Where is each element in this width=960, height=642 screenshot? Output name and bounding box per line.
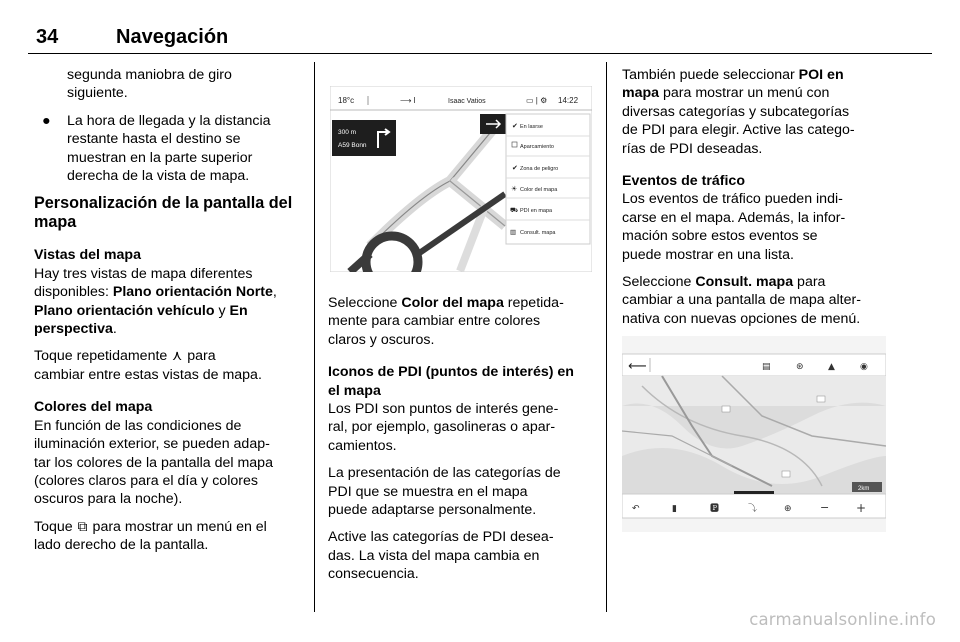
turn-instruction-box: [332, 120, 396, 156]
clock-text: 14:22: [558, 96, 579, 105]
subheading-map-colors: Colores del mapa: [34, 399, 153, 416]
fuel-icon[interactable]: ▮: [672, 504, 677, 514]
paragraph-consult-map: Seleccione Consult. mapa para cambiar a una pantalla de mapa alter- nativa con nuevas opciones de menú.: [622, 274, 861, 327]
column-divider-1: [314, 62, 315, 612]
page-number: 34: [36, 26, 59, 48]
menu-item-3[interactable]: Zona de peligro: [520, 166, 559, 172]
section-title: Navegación: [116, 26, 229, 48]
temperature-text: 18°c: [338, 96, 355, 105]
paragraph-poi-icons: Iconos de PDI (puntos de interés) en el mapa Los PDI son puntos de interés gene- ral, por ejemplo, gasolineras o apar- camientos.: [328, 364, 574, 454]
north-icon[interactable]: ▲: [828, 362, 835, 372]
settings-icon[interactable]: ◉: [860, 362, 868, 372]
traffic-icon[interactable]: ⊛: [796, 362, 804, 372]
bullet-item: ● La hora de llegada y la distancia restante hasta el destino se muestran en la parte superior derecha de la vista de mapa.: [42, 112, 271, 185]
paragraph-color-select: Seleccione Color del mapa repetida- mente para cambiar entre colores claros y oscuros.: [328, 295, 564, 348]
back-arrow-icon[interactable]: ⟵: [628, 359, 647, 374]
menu-check-1: ✔: [512, 123, 518, 130]
sun-icon: ☀: [511, 186, 518, 193]
menu-check-3: ✔: [512, 165, 518, 172]
menu-icon: ⧉: [77, 518, 88, 535]
street-text: Isaac Vatios: [448, 98, 486, 105]
column-divider-2: [606, 62, 607, 612]
poi-icon: ⛟: [510, 207, 519, 214]
menu-item-1[interactable]: En lasrse: [520, 124, 543, 130]
paragraph-poi-presentation: La presentación de las categorías de PDI que se muestra en el mapa puede adaptarse personalmente.: [328, 465, 561, 519]
consult-map-illustration: [622, 336, 886, 532]
consult-map-screenshot: [622, 336, 886, 532]
column-3: [622, 66, 888, 337]
paragraph-toggle-views: Toque repetidamente ⋏ para cambiar entre estas vistas de mapa.: [34, 348, 262, 383]
bullet-dot: ●: [42, 112, 51, 129]
zoom-in-icon[interactable]: +: [856, 501, 867, 515]
status-icons: ▭ | ⚙: [526, 96, 548, 105]
parking-icon[interactable]: 🅿: [710, 504, 720, 514]
map-menu-screenshot: [330, 86, 592, 272]
watermark: carmanualsonline.info: [749, 610, 936, 629]
scale-text: 2km: [858, 486, 870, 492]
list-icon[interactable]: ▤: [762, 362, 771, 372]
map-icon: ▥: [510, 229, 517, 236]
chevron-up-icon: ⋏: [172, 348, 183, 365]
paragraph-map-views: Vistas del mapa Hay tres vistas de mapa diferentes disponibles: Plano orientación Norte, Plano orientación vehículo y En perspectiva.: [34, 247, 277, 338]
road-name-text: A59 Bonn: [338, 142, 367, 149]
subheading-traffic-events: Eventos de tráfico: [622, 173, 745, 190]
paragraph-traffic-events: Eventos de tráfico Los eventos de tráfico pueden indi- carse en el mapa. Además, la infor- mación sobre estos eventos se puede mostrar en una lista.: [622, 173, 846, 263]
paragraph-poi-activate: Active las categorías de PDI desea- das. La vista del mapa cambia en consecuencia.: [328, 529, 554, 583]
subheading-poi-icons: Iconos de PDI (puntos de interés) en: [328, 364, 574, 381]
map-top-bar: [622, 354, 886, 376]
page-header: [28, 26, 932, 54]
paragraph-menu: Toque ⧉ para mostrar un menú en el lado derecho de la pantalla.: [34, 518, 267, 554]
column-2: [328, 294, 592, 593]
zoom-out-icon[interactable]: −: [820, 501, 830, 514]
add-icon[interactable]: ⊕: [784, 504, 792, 514]
menu-item-5[interactable]: PDI en mapa: [520, 208, 553, 214]
arrow-icon: ⟶ l: [400, 96, 416, 105]
menu-item-4[interactable]: Color del mapa: [520, 187, 558, 193]
heading-map-customization: Personalización de la pantalla del mapa: [34, 194, 293, 232]
paragraph-poi-map: También puede seleccionar POI en mapa para mostrar un menú con diversas categorías y subcategorías de PDI para elegir. Active las catego- rías de PDI deseadas.: [622, 67, 855, 157]
map-menu-illustration: [330, 86, 592, 272]
undo-icon[interactable]: ↶: [632, 504, 640, 514]
side-menu-panel: [506, 114, 590, 244]
subheading-map-views: Vistas del mapa: [34, 247, 141, 264]
menu-item-2[interactable]: Aparcamiento: [520, 144, 554, 150]
menu-item-6[interactable]: Consult. mapa: [520, 230, 556, 236]
paragraph-map-colors: Colores del mapa En función de las condiciones de iluminación exterior, se pueden adap- tar los colores de la pantalla del mapa (colores claros para el día y colores oscuros para la noche).: [34, 399, 273, 508]
column-1: [34, 66, 300, 564]
pin-icon[interactable]: ⤵: [748, 504, 758, 514]
continuation-paragraph: segunda maniobra de giro siguiente.: [67, 67, 232, 102]
distance-text: 300 m: [338, 129, 357, 136]
